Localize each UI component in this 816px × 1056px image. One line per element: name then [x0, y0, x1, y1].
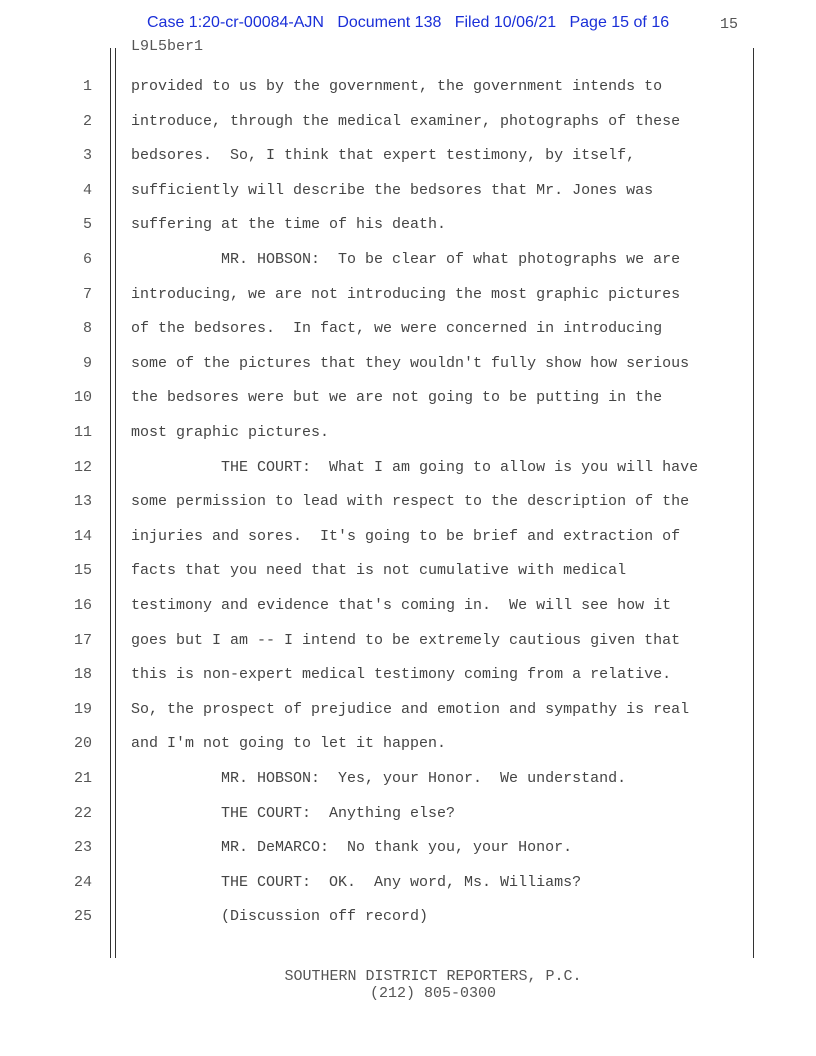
transcript-line	[0, 113, 816, 147]
line-text: introducing, we are not introducing the most graphic pictures	[131, 285, 681, 303]
transcript-id: L9L5ber1	[131, 38, 204, 55]
transcript-line	[0, 632, 816, 666]
transcript-line	[0, 459, 816, 493]
line-text: testimony and evidence that's coming in. We will see how it	[131, 597, 672, 614]
court-filing-header	[147, 14, 669, 32]
filed-date: Filed 10/06/21	[454, 14, 557, 31]
transcript-line	[0, 735, 816, 769]
line-text: sufficiently will describe the bedsores that Mr. Jones was	[131, 181, 654, 199]
line-number: 14	[73, 527, 92, 545]
line-text: some of the pictures that they wouldn't fully show how serious	[131, 354, 690, 372]
line-number: 18	[73, 666, 92, 684]
line-text: So, the prospect of prejudice and emotion and sympathy is real	[131, 700, 690, 718]
line-number: 10	[73, 389, 92, 407]
transcript-line	[0, 182, 816, 216]
line-number: 3	[82, 147, 92, 165]
line-text: (Discussion off record)	[131, 908, 429, 926]
line-number: 12	[73, 458, 92, 476]
page-of: Page 15 of 16	[569, 14, 670, 31]
transcript-line	[0, 839, 816, 873]
line-number: 11	[73, 424, 92, 441]
reporter-name: SOUTHERN DISTRICT REPORTERS, P.C.	[284, 968, 582, 985]
reporter-phone: (212) 805-0300	[369, 985, 497, 1002]
transcript-line	[0, 147, 816, 181]
document-number: Document 138	[337, 14, 442, 31]
footer	[0, 968, 816, 1002]
line-text: of the bedsores. In fact, we were concerned in introducing	[131, 320, 663, 338]
line-text: MR. HOBSON: Yes, your Honor. We understand.	[131, 770, 627, 787]
line-text: MR. HOBSON: To be clear of what photographs we are	[131, 251, 681, 268]
line-number: 25	[73, 908, 92, 926]
line-text: THE COURT: Anything else?	[131, 804, 456, 822]
transcript-line	[0, 701, 816, 735]
transcript-line	[0, 493, 816, 527]
line-number: 6	[82, 251, 92, 268]
transcript-line	[0, 770, 816, 804]
line-number: 20	[73, 735, 92, 753]
line-number: 22	[73, 804, 92, 822]
transcript-line	[0, 424, 816, 458]
line-text: MR. DeMARCO: No thank you, your Honor.	[131, 839, 573, 857]
transcript-line	[0, 389, 816, 423]
transcript-line	[0, 251, 816, 285]
transcript-line	[0, 908, 816, 942]
transcript-line	[0, 666, 816, 700]
transcript-line	[0, 320, 816, 354]
line-number: 13	[73, 493, 92, 511]
line-text: bedsores. So, I think that expert testimony, by itself,	[131, 147, 636, 165]
line-text: and I'm not going to let it happen.	[131, 735, 447, 753]
transcript-line	[0, 597, 816, 631]
transcript-line	[0, 286, 816, 320]
line-number: 21	[73, 770, 92, 787]
line-text: injuries and sores. It's going to be brief and extraction of	[131, 527, 681, 545]
line-text: THE COURT: What I am going to allow is you will have	[131, 458, 699, 476]
line-number: 23	[73, 839, 92, 857]
line-text: THE COURT: OK. Any word, Ms. Williams?	[131, 873, 582, 891]
line-text: some permission to lead with respect to the description of the	[131, 493, 690, 511]
case-number: Case 1:20-cr-00084-AJN	[147, 14, 324, 31]
line-number: 2	[82, 112, 92, 130]
line-text: goes but I am -- I intend to be extremely cautious given that	[131, 631, 681, 649]
line-text: this is non-expert medical testimony coming from a relative.	[131, 666, 672, 684]
line-text: the bedsores were but we are not going to be putting in the	[131, 389, 663, 407]
transcript-line	[0, 528, 816, 562]
line-number: 15	[73, 562, 92, 580]
transcript-line	[0, 562, 816, 596]
line-number: 9	[82, 354, 92, 372]
transcript-line	[0, 216, 816, 250]
line-text: suffering at the time of his death.	[131, 216, 447, 234]
transcript-line	[0, 78, 816, 112]
line-text: facts that you need that is not cumulative with medical	[131, 562, 627, 580]
transcript-line	[0, 355, 816, 389]
transcript-line	[0, 874, 816, 908]
line-text: most graphic pictures.	[131, 424, 330, 441]
line-number: 19	[73, 700, 92, 718]
line-number: 17	[73, 631, 92, 649]
line-number: 8	[82, 320, 92, 338]
line-number: 4	[82, 181, 92, 199]
line-number: 1	[82, 78, 92, 95]
line-number: 5	[82, 216, 92, 234]
line-text: introduce, through the medical examiner, photographs of these	[131, 112, 681, 130]
transcript-line	[0, 805, 816, 839]
line-number: 16	[73, 597, 92, 614]
line-number: 7	[82, 285, 92, 303]
page-number: 15	[720, 16, 739, 33]
line-number: 24	[73, 873, 92, 891]
line-text: provided to us by the government, the government intends to	[131, 78, 663, 95]
